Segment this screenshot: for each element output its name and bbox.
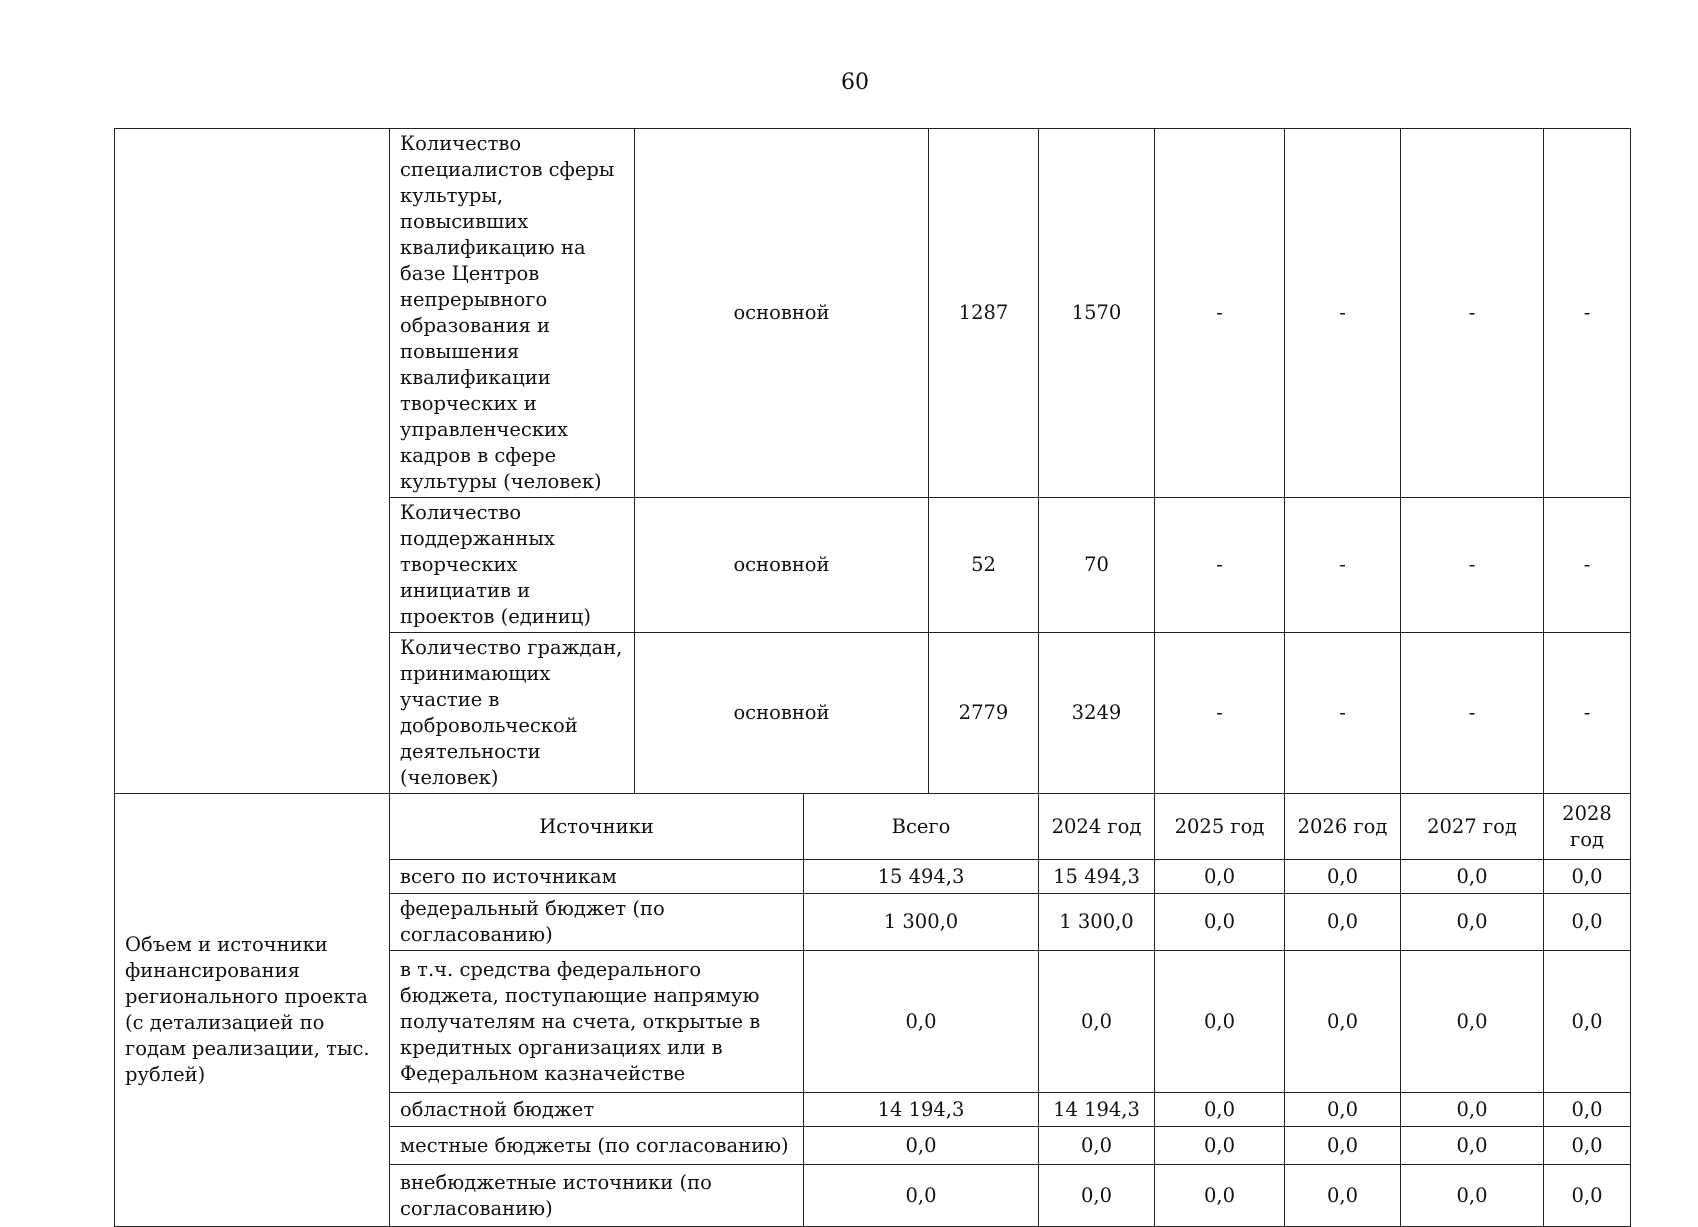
indicator-value-2024: 1570 bbox=[1039, 129, 1155, 498]
indicator-value-2027: - bbox=[1401, 129, 1544, 498]
financing-source-name: внебюджетные источники (по согласованию) bbox=[390, 1165, 804, 1227]
financing-2025: 0,0 bbox=[1155, 1165, 1285, 1227]
financing-source-name: федеральный бюджет (по согласованию) bbox=[390, 894, 804, 951]
indicator-type: основной bbox=[635, 129, 929, 498]
financing-2027: 0,0 bbox=[1401, 1165, 1544, 1227]
financing-section-label: Объем и источники финансирования регионального проекта (с детализацией по годам реализации, тыс. рублей) bbox=[115, 794, 390, 1227]
indicator-name: Количество специалистов сферы культуры, повысивших квалификацию на базе Центров непрерывного образования и повышения квалификации творческих и управленческих кадров в сфере культуры (человек) bbox=[390, 129, 635, 498]
financing-2025: 0,0 bbox=[1155, 951, 1285, 1093]
header-2025: 2025 год bbox=[1155, 794, 1285, 860]
empty-label-cell bbox=[115, 129, 390, 794]
financing-2024: 0,0 bbox=[1039, 951, 1155, 1093]
financing-total: 1 300,0 bbox=[804, 894, 1039, 951]
financing-2025: 0,0 bbox=[1155, 1093, 1285, 1127]
indicator-value-2026: - bbox=[1285, 129, 1401, 498]
indicator-value-2027: - bbox=[1401, 498, 1544, 633]
financing-2028: 0,0 bbox=[1544, 894, 1631, 951]
indicator-value-2028: - bbox=[1544, 498, 1631, 633]
financing-total: 14 194,3 bbox=[804, 1093, 1039, 1127]
header-total: Всего bbox=[804, 794, 1039, 860]
page-number: 60 bbox=[841, 70, 869, 95]
header-2024: 2024 год bbox=[1039, 794, 1155, 860]
financing-2024: 0,0 bbox=[1039, 1165, 1155, 1227]
financing-2026: 0,0 bbox=[1285, 1093, 1401, 1127]
financing-2027: 0,0 bbox=[1401, 894, 1544, 951]
financing-2026: 0,0 bbox=[1285, 951, 1401, 1093]
indicator-base-value: 2779 bbox=[929, 633, 1039, 794]
financing-2027: 0,0 bbox=[1401, 951, 1544, 1093]
indicator-value-2024: 70 bbox=[1039, 498, 1155, 633]
indicator-name: Количество поддержанных творческих инициатив и проектов (единиц) bbox=[390, 498, 635, 633]
financing-header-row bbox=[115, 794, 1631, 860]
header-2028: 2028 год bbox=[1544, 794, 1631, 860]
indicator-value-2025: - bbox=[1155, 129, 1285, 498]
indicator-value-2024: 3249 bbox=[1039, 633, 1155, 794]
indicator-row bbox=[115, 129, 1631, 498]
financing-2028: 0,0 bbox=[1544, 1093, 1631, 1127]
financing-source-name: в т.ч. средства федерального бюджета, поступающие напрямую получателям на счета, открытые в кредитных организациях или в Федеральном казначействе bbox=[390, 951, 804, 1093]
financing-source-name: областной бюджет bbox=[390, 1093, 804, 1127]
indicator-value-2026: - bbox=[1285, 633, 1401, 794]
financing-total: 0,0 bbox=[804, 1127, 1039, 1165]
financing-2026: 0,0 bbox=[1285, 860, 1401, 894]
indicator-base-value: 52 bbox=[929, 498, 1039, 633]
indicator-value-2026: - bbox=[1285, 498, 1401, 633]
financing-2028: 0,0 bbox=[1544, 951, 1631, 1093]
indicator-type: основной bbox=[635, 633, 929, 794]
header-2027: 2027 год bbox=[1401, 794, 1544, 860]
financing-2027: 0,0 bbox=[1401, 860, 1544, 894]
indicator-value-2025: - bbox=[1155, 633, 1285, 794]
financing-2024: 1 300,0 bbox=[1039, 894, 1155, 951]
indicator-value-2027: - bbox=[1401, 633, 1544, 794]
financing-source-name: всего по источникам bbox=[390, 860, 804, 894]
financing-2026: 0,0 bbox=[1285, 1127, 1401, 1165]
financing-total: 0,0 bbox=[804, 1165, 1039, 1227]
financing-2028: 0,0 bbox=[1544, 1165, 1631, 1227]
header-2026: 2026 год bbox=[1285, 794, 1401, 860]
financing-2025: 0,0 bbox=[1155, 894, 1285, 951]
financing-2027: 0,0 bbox=[1401, 1093, 1544, 1127]
financing-source-name: местные бюджеты (по согласованию) bbox=[390, 1127, 804, 1165]
financing-2028: 0,0 bbox=[1544, 1127, 1631, 1165]
financing-2025: 0,0 bbox=[1155, 1127, 1285, 1165]
indicator-base-value: 1287 bbox=[929, 129, 1039, 498]
indicator-value-2028: - bbox=[1544, 129, 1631, 498]
header-sources: Источники bbox=[390, 794, 804, 860]
indicator-type: основной bbox=[635, 498, 929, 633]
financing-2026: 0,0 bbox=[1285, 1165, 1401, 1227]
financing-total: 0,0 bbox=[804, 951, 1039, 1093]
financing-2024: 14 194,3 bbox=[1039, 1093, 1155, 1127]
passport-table bbox=[114, 128, 1631, 1227]
indicator-value-2025: - bbox=[1155, 498, 1285, 633]
financing-total: 15 494,3 bbox=[804, 860, 1039, 894]
financing-2026: 0,0 bbox=[1285, 894, 1401, 951]
financing-2028: 0,0 bbox=[1544, 860, 1631, 894]
financing-2024: 0,0 bbox=[1039, 1127, 1155, 1165]
financing-2025: 0,0 bbox=[1155, 860, 1285, 894]
indicator-name: Количество граждан, принимающих участие в добровольческой деятельности (человек) bbox=[390, 633, 635, 794]
indicator-value-2028: - bbox=[1544, 633, 1631, 794]
financing-2024: 15 494,3 bbox=[1039, 860, 1155, 894]
financing-2027: 0,0 bbox=[1401, 1127, 1544, 1165]
